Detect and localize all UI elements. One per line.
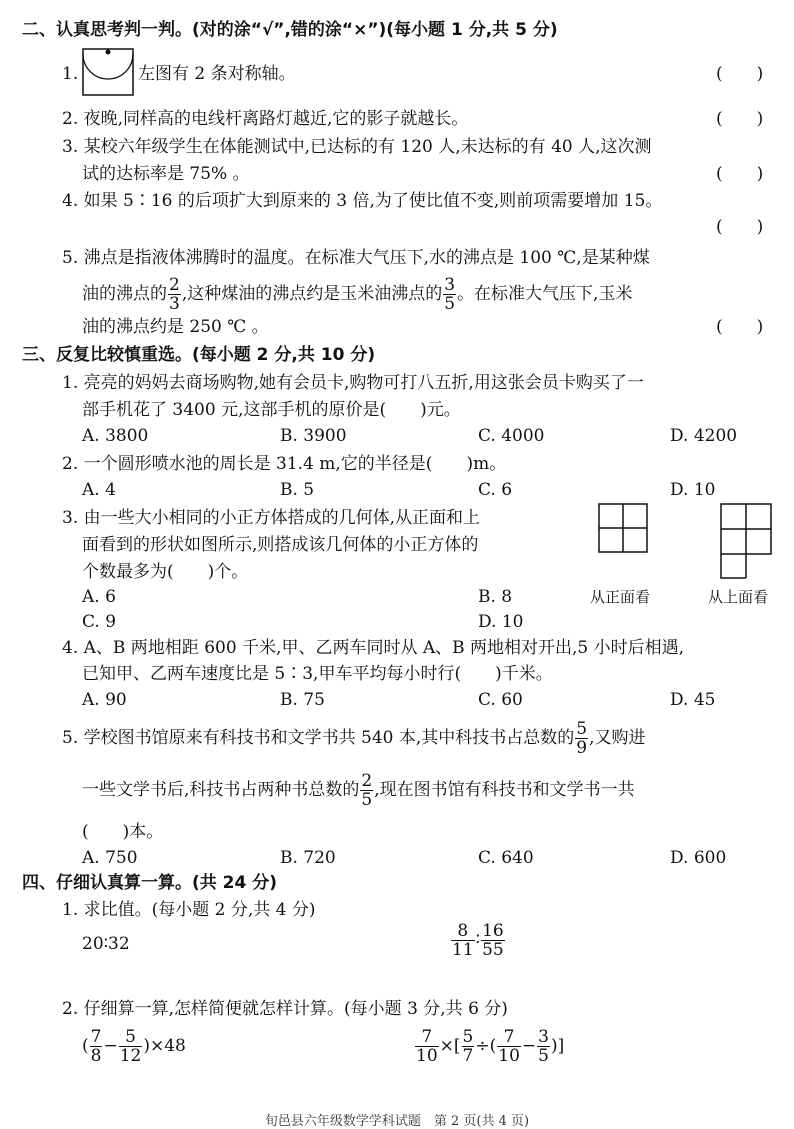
denominator: 7 [462, 1046, 474, 1066]
s4-part1-title: 1. 求比值。(每小题 2 分,共 4 分) [62, 900, 316, 920]
fraction-2-3 [168, 276, 181, 313]
s2-q3-line1: 3. 某校六年级学生在体能测试中,已达标的有 120 人,未达标的有 40 人,这次测 [62, 137, 652, 157]
numerator: 2 [169, 275, 180, 295]
denominator: 5 [444, 294, 456, 314]
s2-q5-text-b: ,这种煤油的沸点约是玉米油沸点的 [181, 284, 443, 304]
paren-open: ( [82, 1036, 89, 1056]
numerator: 7 [415, 1028, 439, 1047]
option-d[interactable]: D. 4200 [670, 426, 738, 446]
fraction-3-5 [537, 1028, 550, 1065]
s3-q5-text-a: 5. 学校图书馆原来有科技书和文学书共 540 本,其中科技书占总数的 [62, 728, 575, 748]
answer-paren[interactable]: ( ) [716, 217, 764, 237]
numerator: 16 [482, 921, 504, 941]
fraction-16-55 [481, 922, 505, 959]
option-b[interactable]: B. 3900 [280, 426, 347, 446]
numerator: 2 [361, 771, 373, 791]
answer-paren[interactable]: ( ) [716, 64, 764, 84]
s3-q3-line3: 个数最多为( )个。 [82, 562, 249, 582]
divide-sign: ÷( [475, 1036, 497, 1056]
times-sign: ×[ [439, 1036, 461, 1056]
s2-q1-number: 1. [62, 64, 79, 84]
denominator: 5 [361, 790, 373, 810]
numerator: 3 [538, 1027, 549, 1047]
s2-q5-line1: 5. 沸点是指液体沸腾时的温度。在标准大气压下,水的沸点是 100 ℃,是某种煤 [62, 248, 650, 268]
s3-q3-line2: 面看到的形状如图所示,则搭成该几何体的小正方体的 [82, 535, 479, 555]
s3-q1-line2: 部手机花了 3400 元,这部手机的原价是( )元。 [82, 400, 461, 420]
numerator: 5 [576, 719, 588, 739]
fraction-3-5 [443, 276, 456, 313]
fraction-7-10 [497, 1028, 521, 1065]
s3-q5-text-c: 一些文学书后,科技书占两种书总数的 [82, 780, 360, 800]
option-b[interactable]: B. 5 [280, 480, 315, 500]
s2-q5-text-c: 。在标准大气压下,玉米 [457, 284, 633, 304]
fraction-5-9 [575, 720, 588, 757]
s3-q5-text-b: ,又购进 [589, 728, 646, 748]
option-a[interactable]: A. 90 [82, 690, 127, 710]
option-d[interactable]: D. 10 [478, 612, 524, 632]
option-a[interactable]: A. 6 [82, 587, 116, 607]
option-c[interactable]: C. 4000 [478, 426, 545, 446]
s3-q5-line3: ( )本。 [82, 822, 164, 842]
option-d[interactable]: D. 10 [670, 480, 716, 500]
s2-q2: 2. 夜晚,同样高的电线杆离路灯越近,它的影子就越长。 [62, 109, 469, 129]
fraction-7-10 [415, 1028, 439, 1065]
bracket-close: )] [550, 1036, 565, 1056]
denominator: 5 [538, 1046, 549, 1066]
option-d[interactable]: D. 45 [670, 690, 716, 710]
semicircle-figure [82, 48, 134, 96]
expression-a-tail: )×48 [143, 1036, 186, 1056]
ratio-colon: ∶ [475, 930, 481, 950]
s3-q5-line1 [62, 718, 646, 758]
option-c[interactable]: C. 60 [478, 690, 523, 710]
denominator: 55 [482, 940, 504, 960]
fraction-7-8 [90, 1028, 103, 1065]
s2-q5-text-a: 油的沸点的 [82, 284, 167, 304]
denominator: 10 [416, 1046, 438, 1066]
numerator: 7 [90, 1027, 102, 1047]
s3-q4-line2: 已知甲、乙两车速度比是 5∶3,甲车平均每小时行( )千米。 [82, 664, 553, 684]
option-a[interactable]: A. 4 [82, 480, 116, 500]
option-c[interactable]: C. 640 [478, 848, 534, 868]
denominator: 3 [169, 294, 180, 314]
denominator: 10 [498, 1046, 520, 1066]
option-c[interactable]: C. 6 [478, 480, 513, 500]
answer-paren[interactable]: ( ) [716, 109, 764, 129]
page-footer: 旬邑县六年级数学学科试题 第 2 页(共 4 页) [264, 1114, 530, 1129]
expression-b [414, 1026, 564, 1066]
s3-q3-line1: 3. 由一些大小相同的小正方体搭成的几何体,从正面和上 [62, 508, 481, 528]
minus-sign: − [521, 1036, 537, 1056]
answer-paren[interactable]: ( ) [716, 164, 764, 184]
denominator: 9 [576, 738, 588, 758]
s2-q5-line3: 油的沸点约是 250 ℃ 。 [82, 317, 269, 337]
section2-title: 二、认真思考判一判。(对的涂“√”,错的涂“×”)(每小题 1 分,共 5 分) [22, 20, 558, 40]
fraction-5-12 [119, 1028, 143, 1065]
option-a[interactable]: A. 3800 [82, 426, 149, 446]
s4-part2-title: 2. 仔细算一算,怎样简便就怎样计算。(每小题 3 分,共 6 分) [62, 999, 508, 1019]
s2-q4: 4. 如果 5∶16 的后项扩大到原来的 3 倍,为了使比值不变,则前项需要增加 15。 [62, 191, 663, 211]
section4-title: 四、仔细认真算一算。(共 24 分) [22, 873, 278, 893]
numerator: 5 [462, 1027, 474, 1047]
fraction-5-7 [462, 1028, 475, 1065]
denominator: 8 [90, 1046, 102, 1066]
s3-q5-text-d: ,现在图书馆有科技书和文学书一共 [374, 780, 635, 800]
option-c[interactable]: C. 9 [82, 612, 117, 632]
numerator: 7 [497, 1028, 521, 1047]
front-view-label: 从正面看 [590, 588, 651, 606]
option-b[interactable]: B. 75 [280, 690, 325, 710]
numerator: 8 [451, 922, 475, 941]
numerator: 5 [119, 1028, 143, 1047]
option-b[interactable]: B. 720 [280, 848, 336, 868]
fraction-2-5 [360, 772, 373, 809]
s2-q5-line2 [82, 274, 632, 314]
denominator: 12 [119, 1046, 142, 1066]
s2-q3-line2: 试的达标率是 75% 。 [82, 164, 250, 184]
answer-paren[interactable]: ( ) [716, 317, 764, 337]
option-a[interactable]: A. 750 [82, 848, 138, 868]
s2-q1-text: 左图有 2 条对称轴。 [138, 64, 296, 84]
numerator: 3 [444, 275, 456, 295]
option-b[interactable]: B. 8 [478, 587, 513, 607]
section3-title: 三、反复比较慎重选。(每小题 2 分,共 10 分) [22, 345, 376, 365]
s3-q4-line1: 4. A、B 两地相距 600 千米,甲、乙两车同时从 A、B 两地相对开出,5 小时后相遇, [62, 638, 685, 658]
ratio-20-32: 20∶32 [82, 934, 130, 954]
top-view-label: 从上面看 [708, 588, 769, 606]
s3-q5-line2 [82, 770, 635, 810]
fraction-8-11 [451, 922, 475, 959]
ratio-fractions [450, 920, 506, 960]
s3-q2: 2. 一个圆形喷水池的周长是 31.4 m,它的半径是( )m。 [62, 454, 507, 474]
expression-a [82, 1026, 186, 1066]
denominator: 11 [452, 940, 474, 960]
top-view-figure [720, 503, 772, 579]
front-view-figure [598, 503, 648, 553]
minus-sign: − [103, 1036, 118, 1056]
option-d[interactable]: D. 600 [670, 848, 727, 868]
s3-q1-line1: 1. 亮亮的妈妈去商场购物,她有会员卡,购物可打八五折,用这张会员卡购买了一 [62, 373, 644, 393]
